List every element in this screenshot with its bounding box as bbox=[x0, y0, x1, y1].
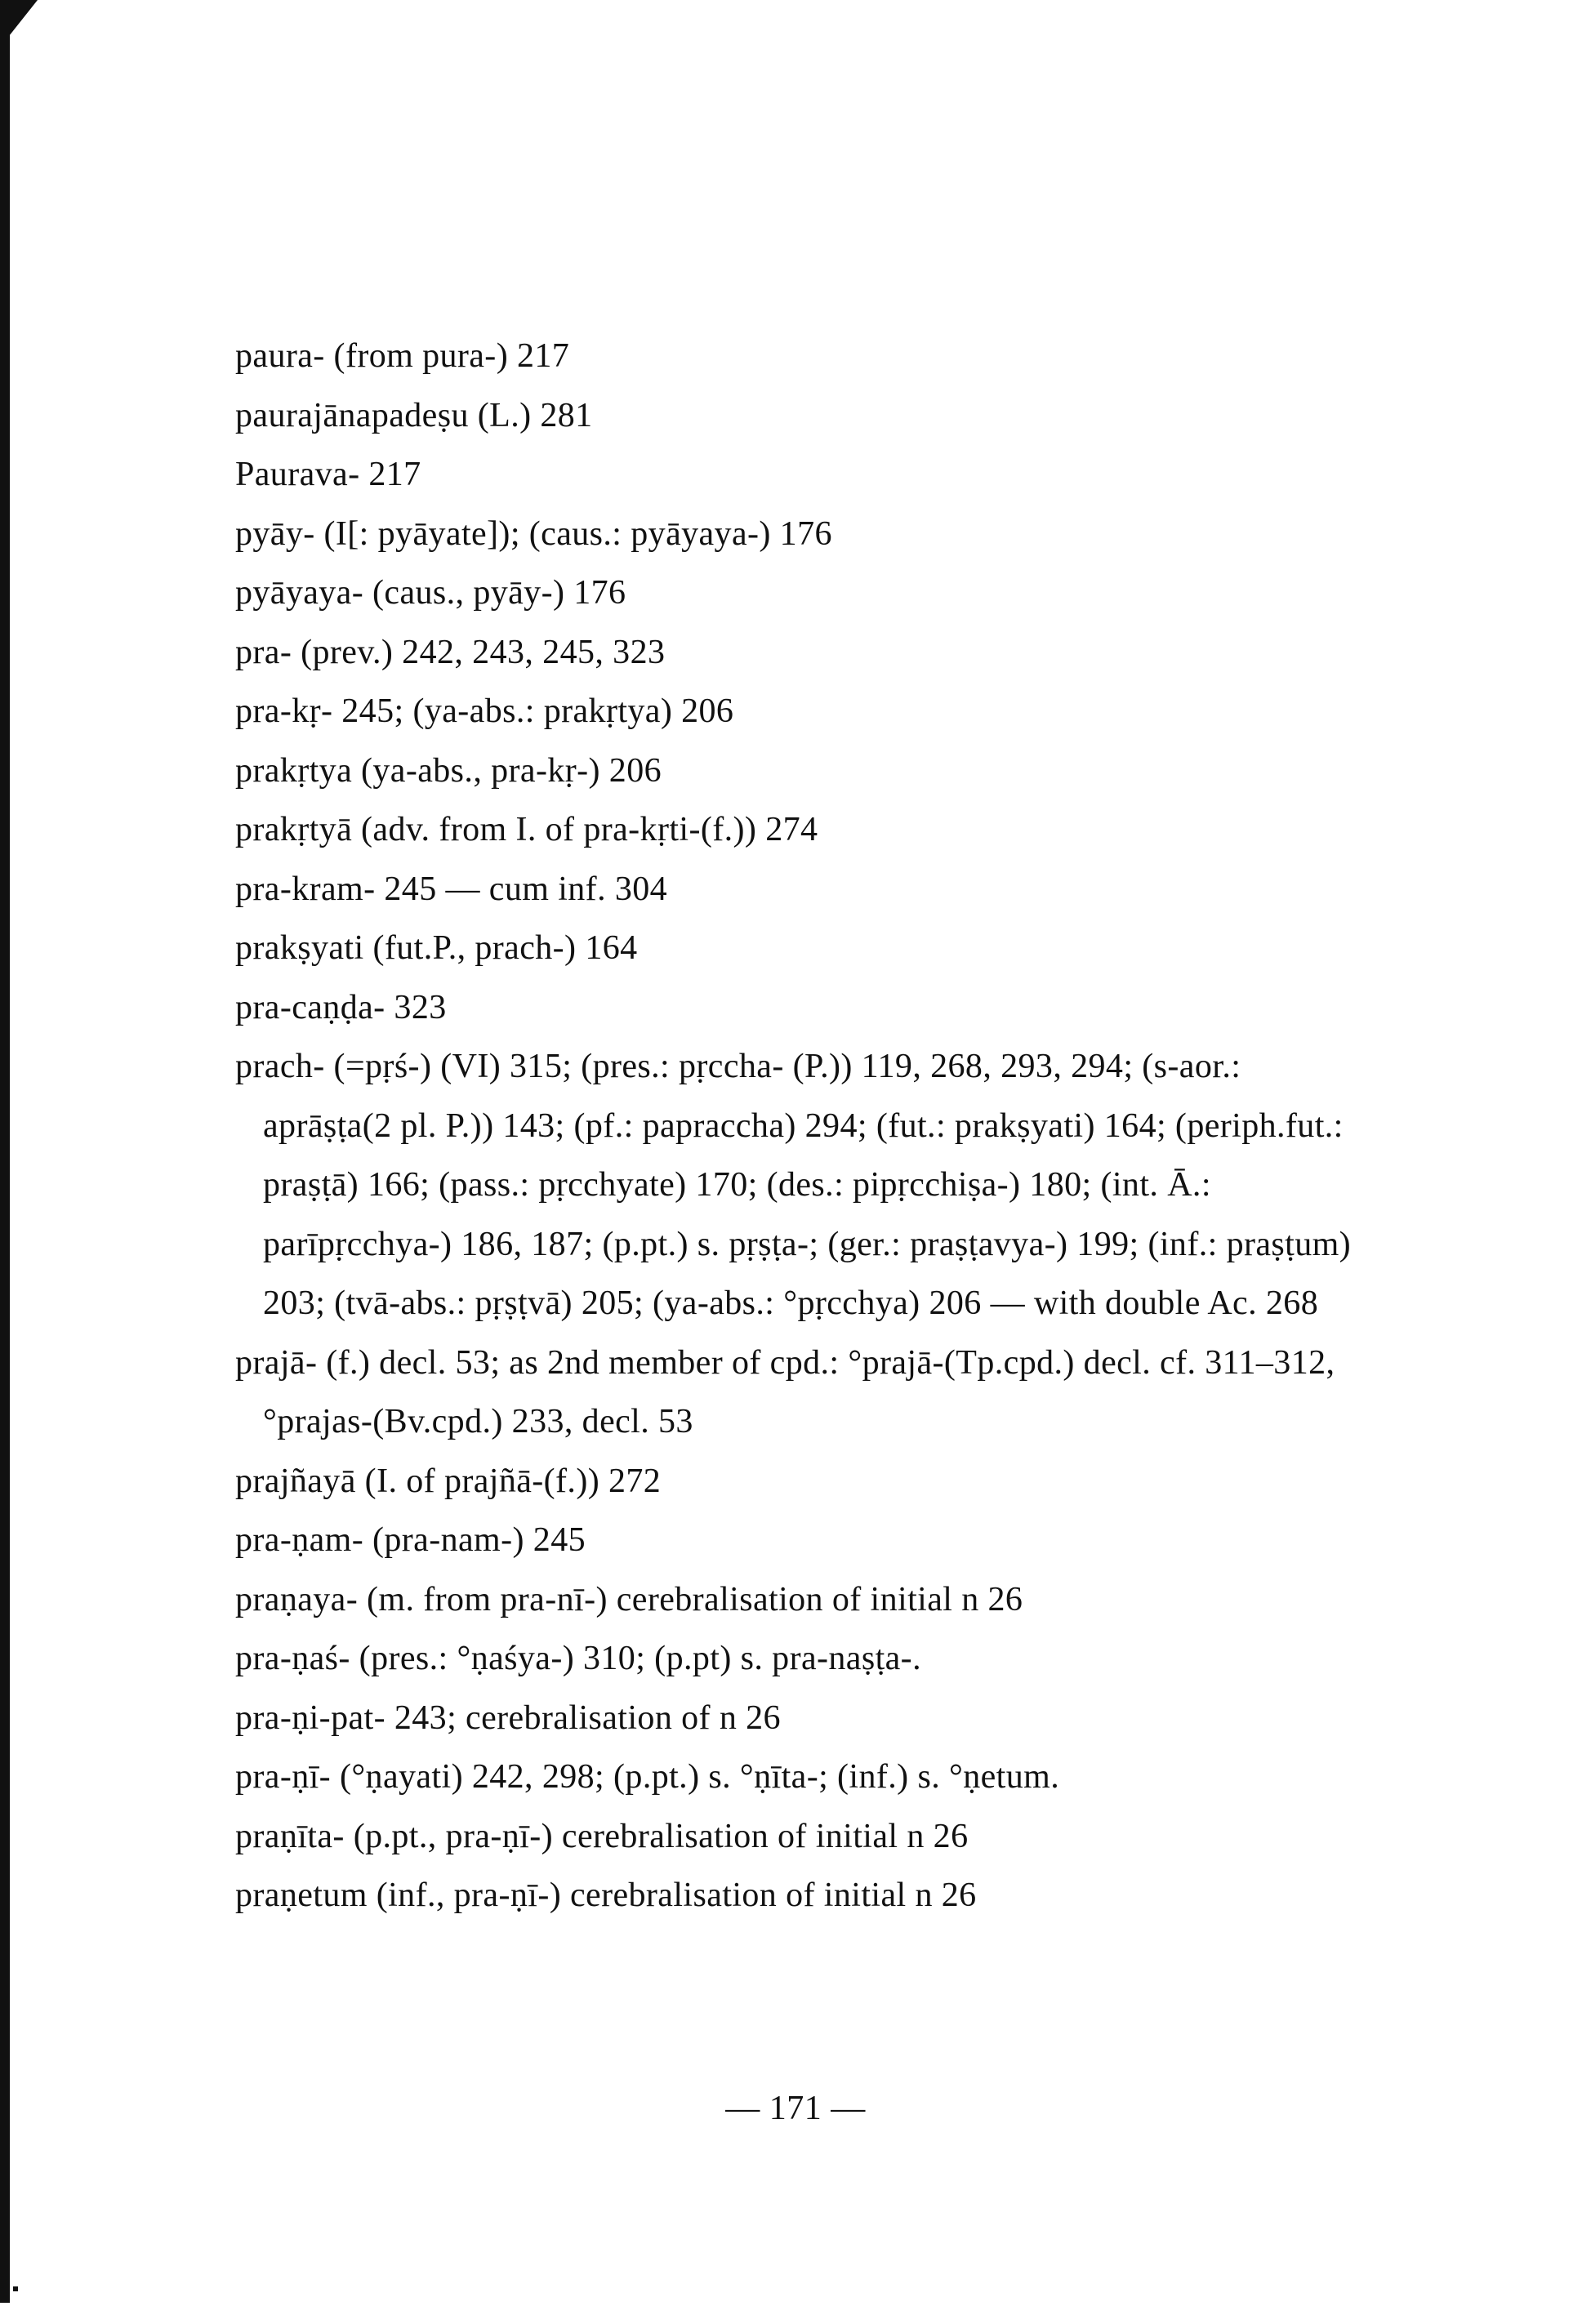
index-entry: prakṣyati (fut.P., prach-) 164 bbox=[235, 929, 638, 967]
index-entry: praṇaya- (m. from pra-nī-) cerebralisation of initial n 26 bbox=[235, 1580, 1023, 1618]
binding-edge bbox=[0, 20, 10, 2303]
index-entry: pyāy- (I[: pyāyate]); (caus.: pyāyaya-) 176 bbox=[235, 514, 832, 553]
index-entry: prach- (=pṛś-) (VI) 315; (pres.: pṛccha- (P.)) 119, 268, 293, 294; (s-aor.: aprāṣṭa(2 pl. P.)) 143; (pf.: papraccha) 294; (fut.: prakṣyati) 164; (periph.fut.: praṣṭā) 166; (pass.: pṛcchyate) 170; (des.: pipṛcchiṣa-) 180; (int. Ā.: parīpṛcchya-) 186, 187; (p.pt.) s. pṛṣṭa-; (ger.: praṣṭavya-) 199; (inf.: praṣṭum) 203; (tvā-abs.: pṛṣṭvā) 205; (ya-abs.: °pṛcchya) 206 — with double Ac. 268 bbox=[235, 1048, 1352, 1322]
index-entry: prakṛtya (ya-abs., pra-kṛ-) 206 bbox=[235, 751, 662, 790]
binding-edge-mark bbox=[13, 2286, 18, 2291]
index-entry: prajñayā (I. of prajñā-(f.)) 272 bbox=[235, 1462, 662, 1500]
page-number: — 171 — bbox=[725, 2090, 866, 2127]
index-entry: pyāyaya- (caus., pyāy-) 176 bbox=[235, 574, 626, 612]
index-entry: praṇīta- (p.pt., pra-ṇī-) cerebralisation of initial n 26 bbox=[235, 1817, 969, 1855]
index-entry: pra-kram- 245 — cum inf. 304 bbox=[235, 870, 668, 908]
index-entry: pra-ṇī- (°ṇayati) 242, 298; (p.pt.) s. °ṇīta-; (inf.) s. °ṇetum. bbox=[235, 1758, 1060, 1796]
index-entry: pra-ṇaś- (pres.: °ṇaśya-) 310; (p.pt) s. pra-naṣṭa-. bbox=[235, 1640, 921, 1677]
index-entry: pra-kṛ- 245; (ya-abs.: prakṛtya) 206 bbox=[235, 692, 734, 730]
index-list bbox=[235, 327, 1362, 1926]
index-entry: paurajānapadeṣu (L.) 281 bbox=[235, 396, 593, 434]
index-entry: prakṛtyā (adv. from I. of pra-kṛti-(f.)) 274 bbox=[235, 811, 818, 848]
index-entry: pra-ṇam- (pra-nam-) 245 bbox=[235, 1521, 586, 1559]
index-entry: prajā- (f.) decl. 53; as 2nd member of cpd.: °prajā-(Tp.cpd.) decl. cf. 311–312, °prajas-(Bv.cpd.) 233, decl. 53 bbox=[235, 1343, 1335, 1440]
index-entry: praṇetum (inf., pra-ṇī-) cerebralisation of initial n 26 bbox=[235, 1877, 977, 1914]
index-entry: paura- (from pura-) 217 bbox=[235, 337, 570, 375]
index-entry: pra-caṇḍa- 323 bbox=[235, 988, 447, 1026]
index-entry: pra-ṇi-pat- 243; cerebralisation of n 26 bbox=[235, 1698, 781, 1737]
index-entry: pra- (prev.) 242, 243, 245, 323 bbox=[235, 633, 666, 671]
index-entry: Paurava- 217 bbox=[235, 456, 421, 493]
